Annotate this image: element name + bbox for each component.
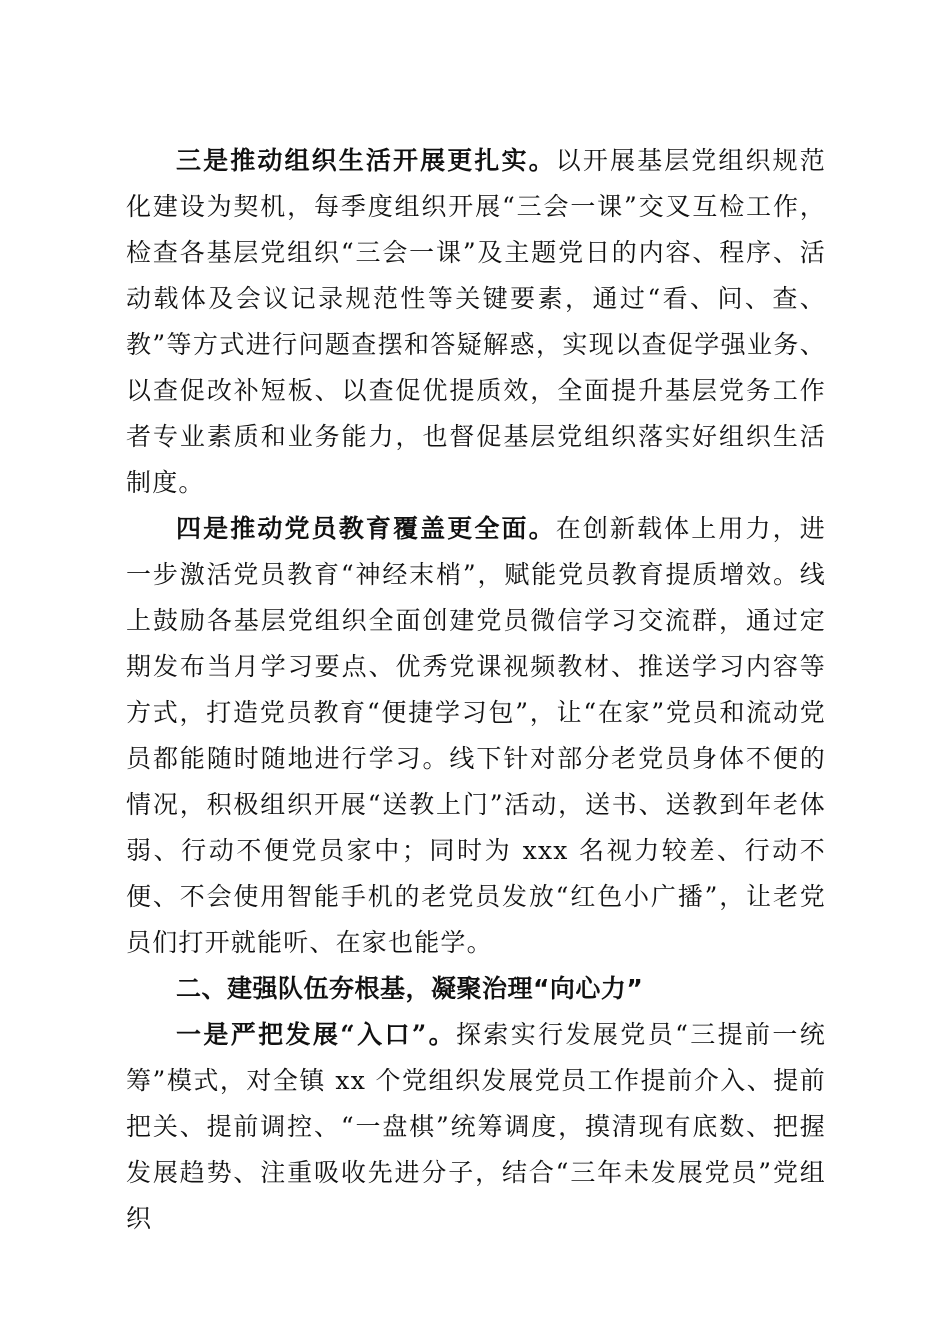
document-body bbox=[126, 138, 826, 1242]
paragraph-lead: 三是推动组织生活开展更扎实。 bbox=[176, 146, 556, 175]
paragraph-text: 以开展基层党组织规范化建设为契机，每季度组织开展“三会一课”交叉互检工作，检查各基层党组织“三会一课”及主题党日的内容、程序、活动载体及会议记录规范性等关键要素，通过“看、问、查、教”等方式进行问题查摆和答疑解惑，实现以查促学强业务、以查促改补短板、以查促优提质效，全面提升基层党务工作者专业素质和业务能力，也督促基层党组织落实好组织生活制度。 bbox=[126, 146, 826, 497]
paragraph-member-education bbox=[126, 506, 826, 966]
paragraph-text: 在创新载体上用力，进一步激活党员教育“神经末梢”，赋能党员教育提质增效。线上鼓励各基层党组织全面创建党员微信学习交流群，通过定期发布当月学习要点、优秀党课视频教材、推送学习内容等方式，打造党员教育“便捷学习包”，让“在家”党员和流动党员都能随时随地进行学习。线下针对部分老党员身体不便的情况，积极组织开展“送教上门”活动，送书、送教到年老体弱、行动不便党员家中；同时为 xxx 名视力较差、行动不便、不会使用智能手机的老党员发放“红色小广播”，让老党员们打开就能听、在家也能学。 bbox=[126, 514, 826, 957]
paragraph-text: 探索实行发展党员“三提前一统筹”模式，对全镇 xx 个党组织发展党员工作提前介入、提前把关、提前调控、“一盘棋”统筹调度，摸清现有底数、把握发展趋势、注重吸收先进分子，结合“三年未发展党员”党组织 bbox=[126, 1020, 826, 1233]
paragraph-lead: 一是严把发展“入口”。 bbox=[176, 1020, 456, 1049]
paragraph-organization-life bbox=[126, 138, 826, 506]
paragraph-lead: 四是推动党员教育覆盖更全面。 bbox=[176, 514, 556, 543]
section-heading: 二、建强队伍夯根基，凝聚治理“向心力” bbox=[176, 974, 644, 1003]
paragraph-development-entrance bbox=[126, 1012, 826, 1242]
